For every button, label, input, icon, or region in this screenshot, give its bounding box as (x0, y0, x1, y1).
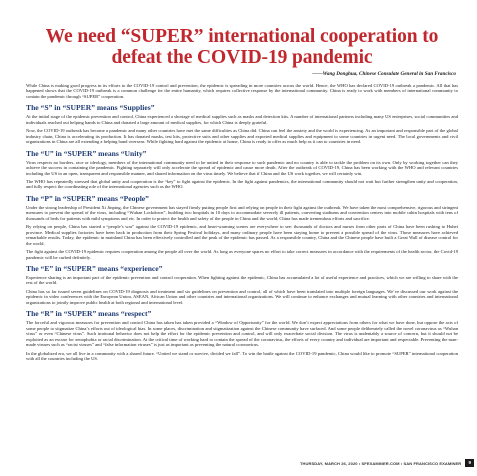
section-heading-experience: The “E” in “SUPER” means “experience” (26, 263, 163, 273)
paragraph: The forceful and vigorous measures for prevention and control China has taken has taken provided a “Window of Opportunity” for the world. We don’t expect appreciations from others for what we have done, but oppose the acts of some people to stigmatize China’s efforts out of ideological bias. In some places, discrimination and stigmatization against the Chinese community have surfaced. And some people deliberately called the novel coronavirus as “Wuhan virus” or even “Chinese virus”. Such irrational behavior does not help the effort for the epidemic prevention and control, and will only exacerbate social division. The virus is undeniably a source of concern, but it should not be exploited as an excuse for xenophobia or racial discrimination. At the critical time of working hard to contain the spread of the coronavirus, the efforts of every country and individual are important and respectable. Preventing the man-made viruses such as “racist viruses” and “false information viruses” is just as important as preventing the natural coronavirus. (26, 320, 458, 348)
paragraph: The fight against the COVID-19 epidemic requires cooperation among the people all over the world. As long as everyone spares no effort to take correct measures in accordance with the requirements of the health sector, the Covid-19 pandemic will be curbed definitely. (26, 249, 458, 260)
page-number: 9 (465, 459, 474, 467)
paragraph: Virus respects no borders, race or ideology, members of the international community need to be united in their response to such pandemic and no country is able to tackle the problem on its own. Only by working together can they achieve the success in containing the pandemic. Fighting separately will only accelerate the spread of epidemic and cause more death. After the outbreak of COVID-19, China has been working with the WHO and relevant countries including the US in an open, transparent and responsible manner, and shared information on the virus timely. We believe that if China and the US work together, we will certainly win. (26, 159, 458, 176)
paragraph: The WHO has repeatedly stressed that global unity and cooperation is the “key” to fight against the epidemic. In the fight against pandemics, the international community should not wait but further strengthen unity and cooperation, and fully respect the coordinating role of the international agencies such as the WHO. (26, 178, 458, 190)
intro-paragraph: While China is making good progress in its efforts to the COVID-19 control and prevention, the epidemic is spreading in more countries across the world. Hence, the WHO has declared COVID-19 outbreak a pandemic. All that has happened shows that the COVID-19 outbreak is a common challenge for the entire humanity, which requires collective response by the international community. China is ready to work with members of international community to contain the pandemic through “SUPER” cooperation. (26, 83, 458, 99)
article-headline: We need “SUPER” international cooperation to defeat the COVID-19 pandemic (45, 26, 439, 68)
paragraph: By relying on people, China has started a “people’s war” against the COVID-19 epidemic, and heart-warming scenes are everywhere to see: thousands of doctors and nurses from other parts of China have been rushing to Hubei province. Medical supplies factories have been back in production from their Spring Festival holidays, and many ordinary people have been staying home to prevent a possible spread of the virus. Those measures have achieved remarkable results. Today, the epidemic in mainland China has been effectively controlled and the peak of the epidemic has passed. As a responsible country, China and the Chinese people have built a Great Wall of disease control for the world. (26, 224, 458, 246)
section-heading-people: The “P” in “SUPER” means “People” (26, 193, 149, 203)
footer-dateline: THURSDAY, MARCH 26, 2020 • SFEXAMINER.COM • SAN FRANCISCO EXAMINER (300, 460, 462, 466)
page-footer (300, 459, 474, 467)
section-heading-respect: The “R” in “SUPER” means “respect” (26, 309, 152, 319)
article-byline: ——Wang Donghua, Chinese Consulate General in San Francisco (312, 71, 456, 77)
paragraph: In the globalized era, we all live in a community with a shared future. “United we stand or survive, divided we fall”. To win the battle against the COVID-19 pandemic, China would like to promote “SUPER” international cooperation with all the countries including the US. (26, 350, 458, 361)
paragraph: China has so far issued seven guidelines on COVID-19 diagnosis and treatment and six guidelines on prevention and control, all of which have been translated into multiple foreign languages. We’ve discussed our work against the epidemic in video conferences with the European Union, ASEAN, African Union and other countries and international organizations. We will continue to enhance exchanges and mutual learning with other countries and international organizations to jointly improve public health at both regional and international level. (26, 288, 458, 305)
paragraph: Under the strong leadership of President Xi Jinping, the Chinese government has stayed firmly putting people first and relying on people in their fight against the outbreak. We have taken the most comprehensive, rigorous and stringent measures to prevent the spread of the virus, including “Wuhan Lockdown”, building two hospitals in 10 days to accommodate severely ill patients, converting stadiums and convention centers into mobile cabin hospitals with tens of thousands of beds for patients with mild symptoms and etc. In order to protect the health and safety of the people in China and the world, China has made tremendous efforts and sacrifice. (26, 204, 458, 221)
paragraph: Experience sharing is an important part of the epidemic prevention and control cooperation. When fighting against the epidemic, China has accumulated a lot of useful experience and practices, which we are willing to share with the rest of the world. (26, 274, 458, 286)
paragraph: Now, the COVID-19 outbreak has become a pandemic and many other countries have met the same difficulties as China did. China can feel the anxiety and the world is experiencing. As an important and responsible part of the global industry chain, China is accelerating its production. It has donated masks, test kits, protective suits and other supplies and exported medical supplies and equipment to some countries in urgent need. The local governments and civil organizations in China are all extending a helping hand overseas. While fighting hard against the epidemic at home, China is ready to offer as much help as it can to countries in need. (26, 128, 458, 145)
paragraph: At the initial stage of the epidemic prevention and control, China experienced a shortage of medical supplies such as masks and detection kits. A number of international partners including many US enterprises, social communities and individuals reached out helping hands to China and donated a large amount of medical supplies, for which China is deeply grateful. (26, 114, 458, 125)
section-heading-unity: The “U” in “SUPER” means “Unity” (26, 148, 147, 158)
section-heading-supplies: The “S” in “SUPER” means “Supplies” (26, 103, 155, 113)
article (26, 26, 458, 456)
